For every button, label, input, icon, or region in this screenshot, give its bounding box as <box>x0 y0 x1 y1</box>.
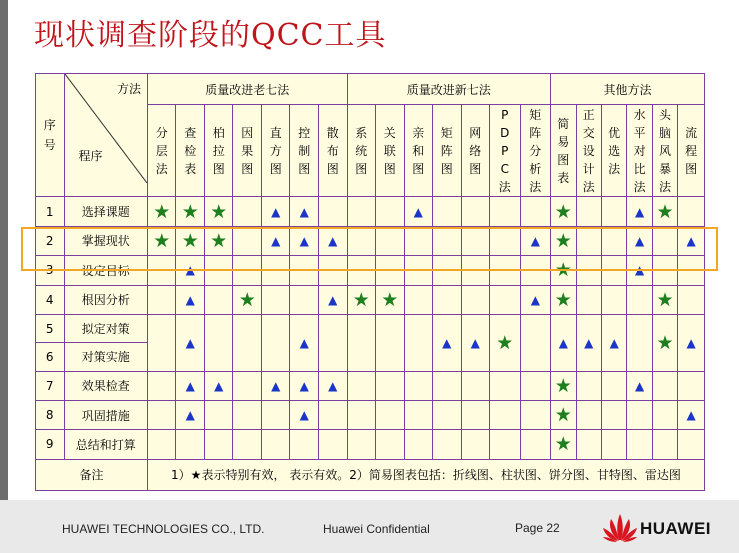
tool-header-0 <box>147 105 176 197</box>
note-label: 备注 <box>36 459 148 490</box>
row-step: 设定目标 <box>64 256 147 285</box>
mark-cell <box>176 197 205 226</box>
mark-cell <box>204 314 233 371</box>
mark-cell <box>318 400 347 429</box>
mark-cell <box>461 285 490 314</box>
mark-cell <box>318 371 347 400</box>
row-seq: 7 <box>36 371 65 400</box>
mark-cell <box>520 314 551 371</box>
row-step: 总结和打算 <box>64 430 147 459</box>
triangle-icon: ▲ <box>299 378 309 393</box>
mark-cell <box>461 371 490 400</box>
table-row <box>36 371 705 400</box>
mark-cell <box>678 430 705 459</box>
mark-cell <box>147 285 176 314</box>
tool-header-13 <box>520 105 551 197</box>
huawei-logo <box>602 513 722 543</box>
mark-cell <box>290 285 319 314</box>
tool-name: PDPC法 <box>498 107 511 194</box>
triangle-icon: ▲ <box>271 378 281 393</box>
triangle-icon: ▲ <box>609 335 619 350</box>
header-step: 程序 <box>78 149 103 164</box>
triangle-icon: ▲ <box>299 233 309 248</box>
mark-cell <box>404 430 433 459</box>
table-row <box>36 400 705 429</box>
row-seq: 8 <box>36 400 65 429</box>
mark-cell <box>261 314 290 371</box>
footer-confidential: Huawei Confidential <box>323 522 430 536</box>
footer <box>0 500 739 553</box>
tool-name: 因果图 <box>241 125 254 176</box>
mark-cell <box>176 314 205 371</box>
mark-cell <box>433 197 462 226</box>
tool-name: 分层法 <box>155 125 168 176</box>
mark-cell <box>490 430 521 459</box>
tool-name: 简易图表 <box>557 116 570 185</box>
tool-header-18 <box>652 105 677 197</box>
mark-cell <box>290 314 319 371</box>
star-icon: ★ <box>554 229 572 252</box>
mark-cell <box>678 197 705 226</box>
mark-cell <box>652 285 677 314</box>
triangle-icon: ▲ <box>635 233 645 248</box>
page-title: 现状调查阶段的QCC工具 <box>34 18 387 53</box>
mark-cell <box>404 285 433 314</box>
triangle-icon: ▲ <box>558 335 568 350</box>
triangle-icon: ▲ <box>185 335 195 350</box>
mark-cell <box>678 371 705 400</box>
triangle-icon: ▲ <box>686 335 696 350</box>
triangle-icon: ▲ <box>584 335 594 350</box>
mark-cell <box>627 197 652 226</box>
tool-header-17 <box>627 105 652 197</box>
mark-cell <box>601 400 626 429</box>
mark-cell <box>490 197 521 226</box>
mark-cell <box>601 197 626 226</box>
tool-name: 头脑风暴法 <box>659 107 672 194</box>
mark-cell <box>520 430 551 459</box>
mark-cell <box>652 430 677 459</box>
mark-cell <box>551 400 576 429</box>
mark-cell <box>627 285 652 314</box>
footer-page: Page 22 <box>515 521 560 535</box>
mark-cell <box>290 197 319 226</box>
mark-cell <box>204 430 233 459</box>
tool-header-16 <box>601 105 626 197</box>
star-icon: ★ <box>352 288 370 311</box>
row-step: 效果检查 <box>64 371 147 400</box>
mark-cell <box>652 371 677 400</box>
mark-cell <box>290 371 319 400</box>
mark-cell <box>404 197 433 226</box>
highlight-box <box>21 227 718 271</box>
mark-cell <box>652 400 677 429</box>
star-icon: ★ <box>656 200 674 223</box>
triangle-icon: ▲ <box>299 335 309 350</box>
mark-cell <box>678 400 705 429</box>
mark-cell <box>233 430 262 459</box>
mark-cell <box>233 400 262 429</box>
triangle-icon: ▲ <box>470 335 480 350</box>
star-icon: ★ <box>210 200 228 223</box>
row-step: 根因分析 <box>64 285 147 314</box>
row-seq: 6 <box>36 343 65 371</box>
mark-cell <box>576 400 601 429</box>
mark-cell <box>433 314 462 371</box>
mark-cell <box>147 314 176 371</box>
star-icon: ★ <box>153 200 171 223</box>
mark-cell <box>176 371 205 400</box>
star-icon: ★ <box>238 288 256 311</box>
tool-name: 系统图 <box>355 125 368 176</box>
row-step: 巩固措施 <box>64 400 147 429</box>
tool-header-15 <box>576 105 601 197</box>
mark-cell <box>490 314 521 371</box>
mark-cell <box>551 430 576 459</box>
mark-cell <box>627 371 652 400</box>
tool-name: 直方图 <box>269 125 282 176</box>
mark-cell <box>520 371 551 400</box>
star-icon: ★ <box>181 200 199 223</box>
mark-cell <box>147 197 176 226</box>
row-step: 对策实施 <box>64 343 147 371</box>
tool-header-6 <box>318 105 347 197</box>
mark-cell <box>147 430 176 459</box>
mark-cell <box>652 314 677 371</box>
row-seq: 4 <box>36 285 65 314</box>
tool-header-3 <box>233 105 262 197</box>
header-method: 方法 <box>116 82 141 96</box>
star-icon: ★ <box>153 229 171 252</box>
star-icon: ★ <box>554 374 572 397</box>
tool-header-2 <box>204 105 233 197</box>
mark-cell <box>404 314 433 371</box>
mark-cell <box>433 371 462 400</box>
mark-cell <box>551 285 576 314</box>
mark-cell <box>576 371 601 400</box>
mark-cell <box>318 197 347 226</box>
mark-cell <box>433 400 462 429</box>
mark-cell <box>233 371 262 400</box>
mark-cell <box>347 400 376 429</box>
tool-header-19 <box>678 105 705 197</box>
mark-cell <box>261 285 290 314</box>
star-icon: ★ <box>554 200 572 223</box>
triangle-icon: ▲ <box>530 233 540 248</box>
tool-name: 控制图 <box>298 125 311 176</box>
star-icon: ★ <box>496 331 514 354</box>
triangle-icon: ▲ <box>214 378 224 393</box>
mark-cell <box>233 285 262 314</box>
mark-cell <box>601 314 626 371</box>
tool-name: 水平对比法 <box>633 107 646 194</box>
star-icon: ★ <box>554 433 572 456</box>
star-icon: ★ <box>656 288 674 311</box>
tool-header-5 <box>290 105 319 197</box>
mark-cell <box>176 430 205 459</box>
triangle-icon: ▲ <box>635 204 645 219</box>
mark-cell <box>601 371 626 400</box>
mark-cell <box>576 314 601 371</box>
mark-cell <box>347 197 376 226</box>
tool-name: 矩阵图 <box>440 125 453 176</box>
mark-cell <box>347 430 376 459</box>
mark-cell <box>627 430 652 459</box>
mark-cell <box>601 430 626 459</box>
mark-cell <box>652 197 677 226</box>
triangle-icon: ▲ <box>328 233 338 248</box>
star-icon: ★ <box>381 288 399 311</box>
mark-cell <box>347 285 376 314</box>
triangle-icon: ▲ <box>328 292 338 307</box>
triangle-icon: ▲ <box>271 204 281 219</box>
tool-header-9 <box>404 105 433 197</box>
mark-cell <box>376 400 405 429</box>
mark-cell <box>461 400 490 429</box>
mark-cell <box>376 197 405 226</box>
mark-cell <box>204 285 233 314</box>
mark-cell <box>261 197 290 226</box>
mark-cell <box>147 371 176 400</box>
triangle-icon: ▲ <box>299 408 309 423</box>
mark-cell <box>433 430 462 459</box>
star-icon: ★ <box>554 259 572 282</box>
mark-cell <box>376 430 405 459</box>
mark-cell <box>576 430 601 459</box>
mark-cell <box>520 285 551 314</box>
header-seq: 序号 <box>36 74 65 197</box>
left-accent-bar <box>0 0 8 500</box>
mark-cell <box>176 400 205 429</box>
mark-cell <box>204 197 233 226</box>
tool-header-10 <box>433 105 462 197</box>
tool-name: 关联图 <box>383 125 396 176</box>
group-old-seven: 质量改进老七法 <box>147 74 347 105</box>
mark-cell <box>233 314 262 371</box>
row-seq: 9 <box>36 430 65 459</box>
mark-cell <box>261 400 290 429</box>
mark-cell <box>404 371 433 400</box>
mark-cell <box>376 285 405 314</box>
tool-name: 矩阵分析法 <box>529 107 542 194</box>
tool-name: 流程图 <box>685 125 698 176</box>
mark-cell <box>204 400 233 429</box>
mark-cell <box>347 314 376 371</box>
note-row <box>36 459 705 490</box>
qcc-tools-table <box>35 73 705 491</box>
tool-header-12 <box>490 105 521 197</box>
triangle-icon: ▲ <box>185 263 195 278</box>
star-icon: ★ <box>554 404 572 427</box>
mark-cell <box>551 371 576 400</box>
header-method-step <box>64 74 147 197</box>
tool-header-8 <box>376 105 405 197</box>
tool-name: 查检表 <box>184 125 197 176</box>
mark-cell <box>318 314 347 371</box>
mark-cell <box>433 285 462 314</box>
star-icon: ★ <box>554 288 572 311</box>
triangle-icon: ▲ <box>686 233 696 248</box>
triangle-icon: ▲ <box>530 292 540 307</box>
note-text: 1）★表示特别有效， 表示有效。2）简易图表包括：折线图、柱状图、饼分图、甘特图、雷达图 <box>147 459 704 490</box>
footer-company: HUAWEI TECHNOLOGIES CO., LTD. <box>62 522 265 536</box>
mark-cell <box>490 371 521 400</box>
table-row <box>36 285 705 314</box>
tool-name: 柏拉图 <box>212 125 225 176</box>
triangle-icon: ▲ <box>635 263 645 278</box>
row-step: 掌握现状 <box>64 226 147 255</box>
mark-cell <box>376 371 405 400</box>
table-row <box>36 430 705 459</box>
star-icon: ★ <box>210 229 228 252</box>
row-seq: 2 <box>36 226 65 255</box>
triangle-icon: ▲ <box>686 408 696 423</box>
mark-cell <box>376 314 405 371</box>
mark-cell <box>490 400 521 429</box>
mark-cell <box>404 400 433 429</box>
mark-cell <box>347 371 376 400</box>
triangle-icon: ▲ <box>413 204 423 219</box>
tool-header-14 <box>551 105 576 197</box>
tool-name: 散布图 <box>326 125 339 176</box>
mark-cell <box>576 285 601 314</box>
triangle-icon: ▲ <box>635 378 645 393</box>
huawei-petal-icon <box>602 513 638 543</box>
mark-cell <box>204 371 233 400</box>
mark-cell <box>261 371 290 400</box>
row-seq: 3 <box>36 256 65 285</box>
mark-cell <box>551 314 576 371</box>
mark-cell <box>318 285 347 314</box>
mark-cell <box>627 314 652 371</box>
mark-cell <box>147 400 176 429</box>
group-other: 其他方法 <box>551 74 705 105</box>
table-row <box>36 314 705 342</box>
star-icon: ★ <box>656 331 674 354</box>
tool-name: 亲和图 <box>412 125 425 176</box>
mark-cell <box>233 197 262 226</box>
mark-cell <box>290 430 319 459</box>
tool-name: 优选法 <box>608 125 621 176</box>
mark-cell <box>520 197 551 226</box>
tool-header-1 <box>176 105 205 197</box>
qcc-tools-table-wrap <box>35 73 705 491</box>
tool-header-11 <box>461 105 490 197</box>
row-step: 选择课题 <box>64 197 147 226</box>
mark-cell <box>678 314 705 371</box>
mark-cell <box>318 430 347 459</box>
triangle-icon: ▲ <box>185 292 195 307</box>
triangle-icon: ▲ <box>328 378 338 393</box>
mark-cell <box>461 197 490 226</box>
tool-name: 网络图 <box>469 125 482 176</box>
tool-name: 正交设计法 <box>582 107 595 194</box>
row-step: 拟定对策 <box>64 314 147 342</box>
triangle-icon: ▲ <box>299 204 309 219</box>
logo-text: HUAWEI <box>640 519 711 538</box>
mark-cell <box>176 285 205 314</box>
mark-cell <box>678 285 705 314</box>
mark-cell <box>261 430 290 459</box>
group-new-seven: 质量改进新七法 <box>347 74 551 105</box>
mark-cell <box>490 285 521 314</box>
row-seq: 5 <box>36 314 65 342</box>
table-row <box>36 197 705 226</box>
tool-header-7 <box>347 105 376 197</box>
triangle-icon: ▲ <box>185 408 195 423</box>
mark-cell <box>601 285 626 314</box>
star-icon: ★ <box>181 229 199 252</box>
row-seq: 1 <box>36 197 65 226</box>
mark-cell <box>461 430 490 459</box>
triangle-icon: ▲ <box>442 335 452 350</box>
mark-cell <box>290 400 319 429</box>
triangle-icon: ▲ <box>185 378 195 393</box>
mark-cell <box>551 197 576 226</box>
tool-header-4 <box>261 105 290 197</box>
mark-cell <box>461 314 490 371</box>
mark-cell <box>627 400 652 429</box>
mark-cell <box>576 197 601 226</box>
mark-cell <box>520 400 551 429</box>
triangle-icon: ▲ <box>271 233 281 248</box>
